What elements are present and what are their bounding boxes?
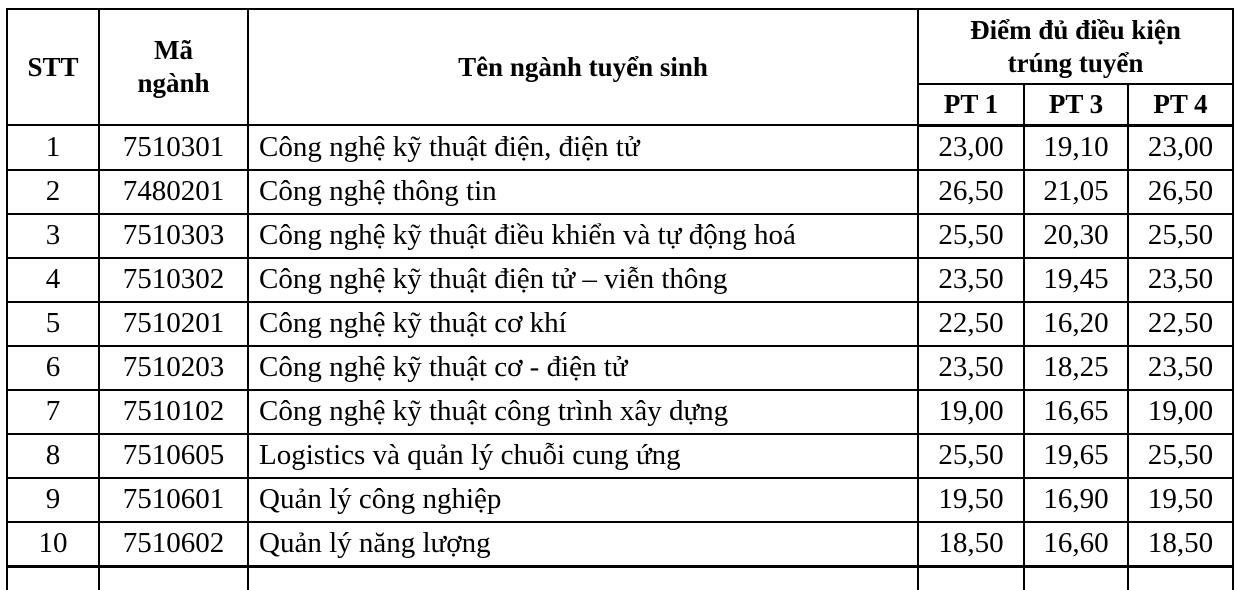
table-row <box>7 390 1233 434</box>
pt4-cell <box>1128 566 1233 590</box>
code-cell: 7510601 <box>99 478 248 522</box>
stt-cell: 8 <box>7 434 99 478</box>
header-score-group <box>918 9 1233 84</box>
code-cell: 7510201 <box>99 302 248 346</box>
code-cell: 7510301 <box>99 125 248 170</box>
pt1-cell: 25,50 <box>918 434 1024 478</box>
stt-cell: 10 <box>7 522 99 567</box>
code-cell: 7480201 <box>99 170 248 214</box>
pt1-cell <box>918 566 1024 590</box>
table-row <box>7 434 1233 478</box>
pt4-cell: 19,50 <box>1128 478 1233 522</box>
code-cell: 7510302 <box>99 258 248 302</box>
pt3-cell <box>1024 566 1128 590</box>
name-cell: Công nghệ kỹ thuật điện, điện tử <box>248 125 918 170</box>
pt4-cell: 18,50 <box>1128 522 1233 567</box>
pt4-cell: 23,50 <box>1128 258 1233 302</box>
code-cell: 7510303 <box>99 214 248 258</box>
pt4-cell: 25,50 <box>1128 434 1233 478</box>
name-cell: Công nghệ kỹ thuật công trình xây dựng <box>248 390 918 434</box>
stt-cell: 6 <box>7 346 99 390</box>
pt1-cell: 18,50 <box>918 522 1024 567</box>
table-row <box>7 170 1233 214</box>
pt3-cell: 19,10 <box>1024 125 1128 170</box>
stt-cell: 9 <box>7 478 99 522</box>
admission-table-container <box>6 8 1235 590</box>
pt3-cell: 19,45 <box>1024 258 1128 302</box>
code-cell: 7510203 <box>99 346 248 390</box>
pt3-cell: 16,90 <box>1024 478 1128 522</box>
pt3-cell: 21,05 <box>1024 170 1128 214</box>
name-cell: Quản lý công nghiệp <box>248 478 918 522</box>
table-row <box>7 258 1233 302</box>
code-cell: 7510602 <box>99 522 248 567</box>
pt4-cell: 23,00 <box>1128 125 1233 170</box>
admission-scores-table <box>6 8 1234 590</box>
table-row <box>7 346 1233 390</box>
stt-cell <box>7 566 99 590</box>
pt3-cell: 19,65 <box>1024 434 1128 478</box>
pt1-cell: 23,50 <box>918 346 1024 390</box>
stt-cell: 2 <box>7 170 99 214</box>
name-cell: Logistics và quản lý chuỗi cung ứng <box>248 434 918 478</box>
pt1-cell: 22,50 <box>918 302 1024 346</box>
pt3-cell: 16,60 <box>1024 522 1128 567</box>
pt3-cell: 20,30 <box>1024 214 1128 258</box>
header-pt3: PT 3 <box>1024 84 1128 125</box>
stt-cell: 5 <box>7 302 99 346</box>
stt-cell: 3 <box>7 214 99 258</box>
pt4-cell: 23,50 <box>1128 346 1233 390</box>
pt1-cell: 26,50 <box>918 170 1024 214</box>
table-row <box>7 214 1233 258</box>
pt4-cell: 25,50 <box>1128 214 1233 258</box>
name-cell: Công nghệ kỹ thuật cơ khí <box>248 302 918 346</box>
header-name-label: Tên ngành tuyển sinh <box>458 51 708 82</box>
code-cell <box>99 566 248 590</box>
header-name <box>248 9 918 125</box>
pt1-cell: 23,00 <box>918 125 1024 170</box>
table-body <box>7 125 1233 590</box>
table-row <box>7 125 1233 170</box>
pt1-cell: 25,50 <box>918 214 1024 258</box>
header-pt4: PT 4 <box>1128 84 1233 125</box>
table-row <box>7 478 1233 522</box>
pt3-cell: 16,65 <box>1024 390 1128 434</box>
name-cell <box>248 566 918 590</box>
name-cell: Công nghệ kỹ thuật điện tử – viễn thông <box>248 258 918 302</box>
code-cell: 7510102 <box>99 390 248 434</box>
pt1-cell: 19,00 <box>918 390 1024 434</box>
header-score-group-label: Điểm đủ điều kiện trúng tuyển <box>970 14 1181 78</box>
table-row-partial <box>7 566 1233 590</box>
pt3-cell: 16,20 <box>1024 302 1128 346</box>
header-stt-label: STT <box>27 51 79 82</box>
header-code <box>99 9 248 125</box>
name-cell: Công nghệ kỹ thuật điều khiển và tự động hoá <box>248 214 918 258</box>
table-row <box>7 522 1233 567</box>
stt-cell: 7 <box>7 390 99 434</box>
header-code-label: Mã ngành <box>137 35 210 98</box>
table-row <box>7 302 1233 346</box>
pt3-cell: 18,25 <box>1024 346 1128 390</box>
stt-cell: 4 <box>7 258 99 302</box>
name-cell: Công nghệ thông tin <box>248 170 918 214</box>
code-cell: 7510605 <box>99 434 248 478</box>
pt4-cell: 22,50 <box>1128 302 1233 346</box>
pt1-cell: 23,50 <box>918 258 1024 302</box>
pt4-cell: 26,50 <box>1128 170 1233 214</box>
stt-cell: 1 <box>7 125 99 170</box>
table-header <box>7 9 1233 125</box>
header-pt1: PT 1 <box>918 84 1024 125</box>
header-row-top <box>7 9 1233 84</box>
pt4-cell: 19,00 <box>1128 390 1233 434</box>
name-cell: Quản lý năng lượng <box>248 522 918 567</box>
header-stt <box>7 9 99 125</box>
pt1-cell: 19,50 <box>918 478 1024 522</box>
name-cell: Công nghệ kỹ thuật cơ - điện tử <box>248 346 918 390</box>
